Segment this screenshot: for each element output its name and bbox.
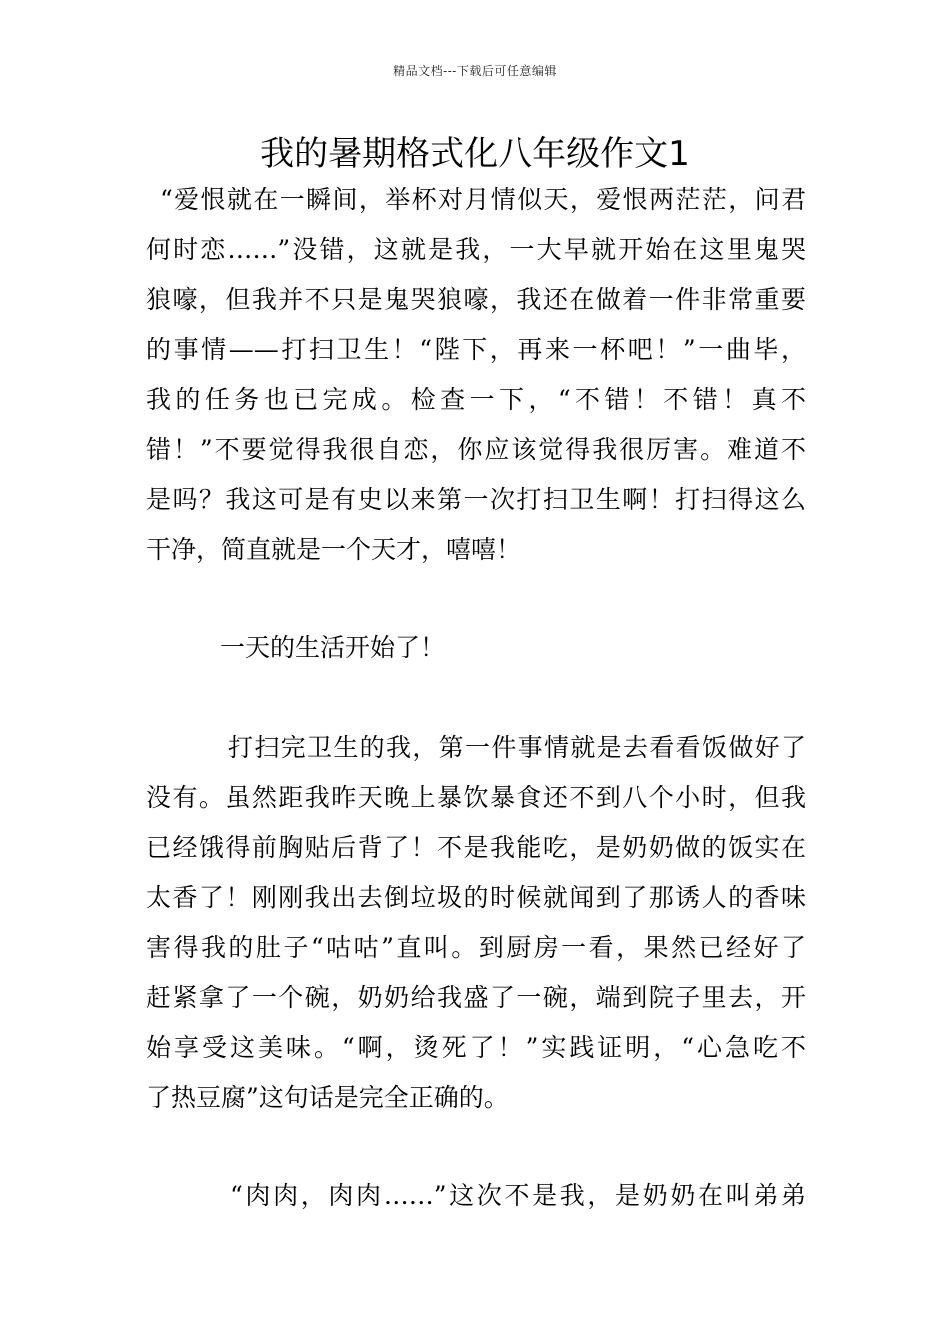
- text-line: 干净，简直就是一个天才，嘻嘻！: [146, 535, 522, 564]
- text-line: 始享受这美味。“啊，烫死了！”实践证明，“心急吃不: [146, 1033, 806, 1062]
- text-line: 已经饿得前胸贴后背了！不是我能吃，是奶奶做的饭实在: [146, 833, 806, 862]
- text-line: 太香了！刚刚我出去倒垃圾的时候就闻到了那诱人的香味: [146, 883, 806, 912]
- text-line: 我的任务也已完成。检查一下，“不错！不错！真不: [146, 385, 806, 414]
- text-line: 没有。虽然距我昨天晚上暴饮暴食还不到八个小时，但我: [146, 783, 806, 812]
- text-line: 了热豆腐”这句话是完全正确的。: [146, 1083, 509, 1112]
- text-line: “肉肉，肉肉……”这次不是我，是奶奶在叫弟弟: [230, 1181, 806, 1210]
- text-line: 何时恋……”没错，这就是我，一大早就开始在这里鬼哭: [146, 235, 806, 264]
- text-line: 错！”不要觉得我很自恋，你应该觉得我很厉害。难道不: [146, 435, 806, 464]
- text-line: 一天的生活开始了！: [220, 633, 446, 662]
- text-line: 赶紧拿了一个碗，奶奶给我盛了一碗，端到院子里去，开: [146, 983, 806, 1012]
- document-title: 我的暑期格式化八年级作文1: [260, 134, 690, 174]
- text-line: 狼嚎，但我并不只是鬼哭狼嚎，我还在做着一件非常重要: [146, 285, 806, 314]
- text-line: 的事情——打扫卫生！“陛下，再来一杯吧！”一曲毕，: [146, 335, 806, 364]
- text-line: 是吗？我这可是有史以来第一次打扫卫生啊！打扫得这么: [146, 485, 806, 514]
- text-line: 害得我的肚子“咕咕”直叫。到厨房一看，果然已经好了: [146, 933, 806, 962]
- text-line: “爱恨就在一瞬间，举杯对月情似天，爱恨两茫茫，问君: [160, 185, 806, 214]
- text-line: 打扫完卫生的我，第一件事情就是去看看饭做好了: [228, 733, 806, 762]
- page-header: 精品文档---下载后可任意编辑: [393, 64, 557, 78]
